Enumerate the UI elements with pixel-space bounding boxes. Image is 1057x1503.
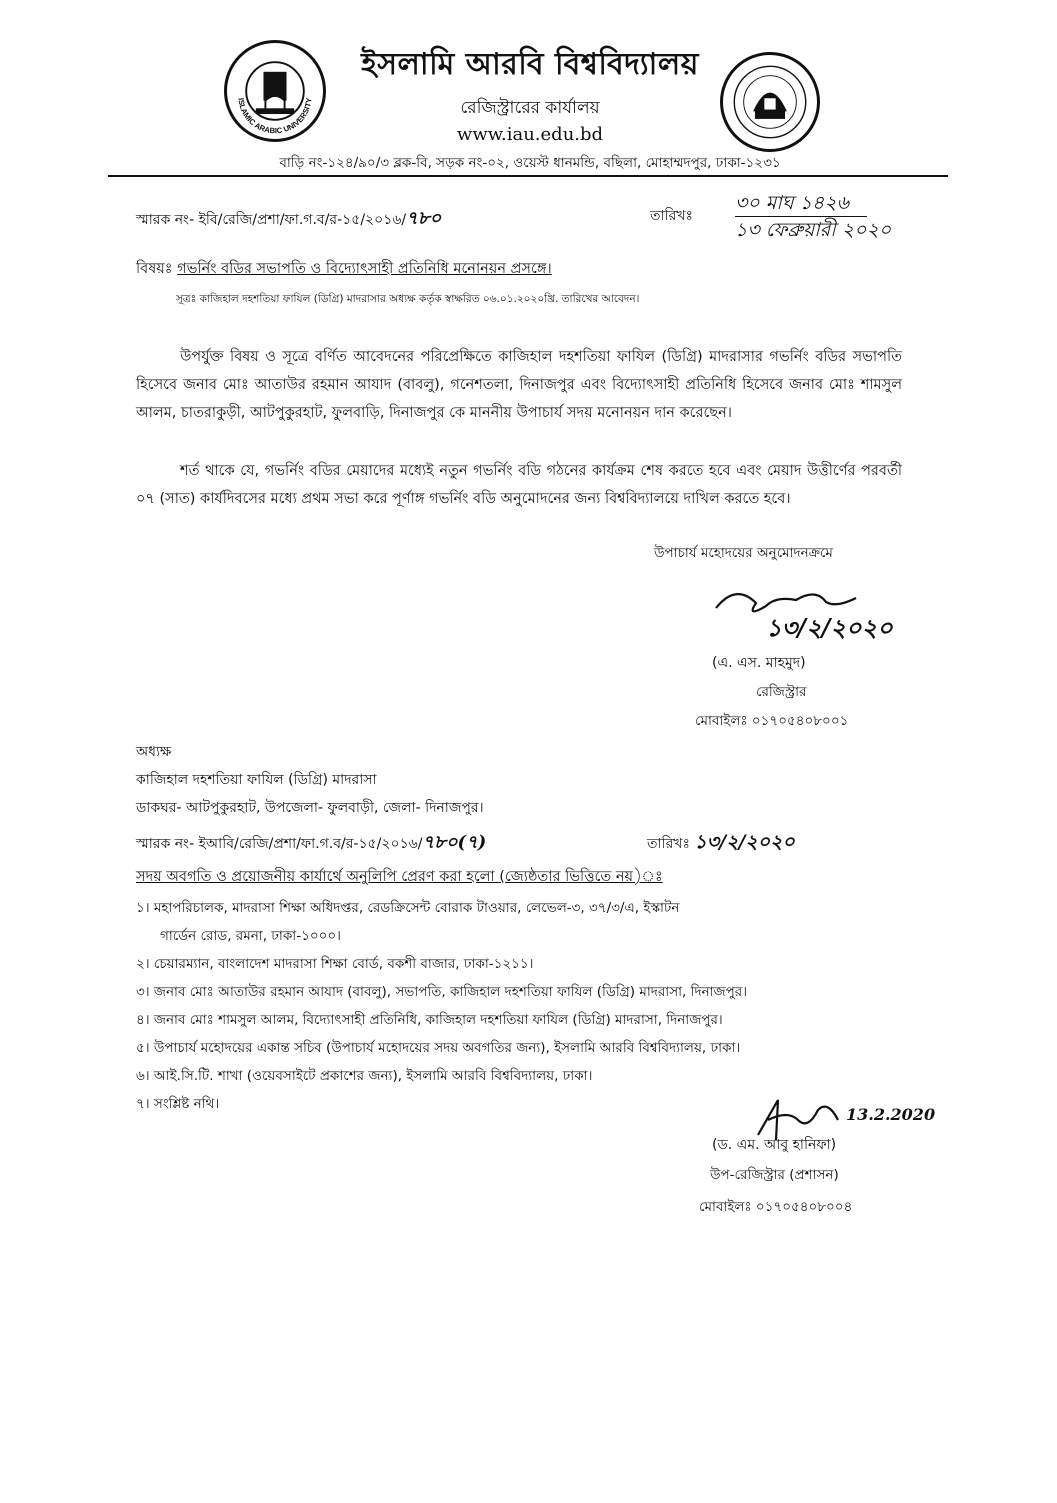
reference-line: সূত্রঃ কাজিহাল দহশতিয়া ফাযিল (ডিগ্রি) মাদরাসার অধ্যক্ষ কর্তৃক স্বাক্ষরিত ০৬.০১.২০২০খ্রি. তারিখের আবেদন।: [176, 293, 640, 305]
deputy-signature-date: 13.2.2020: [846, 1105, 936, 1124]
body-paragraph-2: শর্ত থাকে যে, গভর্নিং বডির মেয়াদের মধ্যেই নতুন গভর্নিং বডি গঠনের কার্যক্রম শেষ করতে হবে এবং মেয়াদ উত্তীর্ণের পরবর্তী ০৭ (সাত) কার্যদিবসের মধ্যে প্রথম সভা করে পূর্ণাঙ্গ গভর্নিং বডি অনুমোদনের জন্য বিশ্ববিদ্যালয়ে দাখিল করতে হবে।: [136, 463, 902, 507]
date2-label: তারিখঃ: [647, 836, 690, 852]
copy-heading: সদয় অবগতি ও প্রয়োজনীয় কার্যার্থে অনুলিপি প্রেরণ করা হলো (জ্যেষ্ঠতার ভিত্তিতে নয়)ঃ: [136, 869, 663, 885]
date-bangla: ৩০ মাঘ ১৪২৬: [735, 190, 867, 217]
memo-number: [136, 204, 441, 235]
list-item: ৬। আই.সি.টি. শাখা (ওয়েবসাইটে প্রকাশের জন্য), ইসলামি আরবি বিশ্ববিদ্যালয়, ঢাকা।: [136, 1068, 593, 1084]
approval-note: উপাচার্য মহোদয়ের অনুমোদনক্রমে: [654, 545, 833, 561]
list-item: গার্ডেন রোড, রমনা, ঢাকা-১০০০।: [160, 928, 341, 944]
body-paragraph-1: উপর্যুক্ত বিষয় ও সূত্রে বর্ণিত আবেদনের পরিপ্রেক্ষিতে কাজিহাল দহশতিয়া ফাযিল (ডিগ্রি) মাদরাসার গভর্নিং বডির সভাপতি হিসেবে জনাব মোঃ আতাউর রহমান আযাদ (বাবলু), গনেশতলা, দিনাজপুর এবং বিদ্যোৎসাহী প্রতিনিধি হিসেবে জনাব মোঃ শামসুল আলম, চাতরাকুড়ী, আটপুকুরহাট, ফুলবাড়ি, দিনাজপুর কে মাননীয় উপাচার্য সদয় মনোনয়ন দান করেছেন।: [136, 349, 902, 421]
subject-text: গভর্নিং বডির সভাপতি ও বিদ্যোৎসাহী প্রতিনিধি মনোনয়ন প্রসঙ্গে।: [177, 261, 552, 277]
date-english: ১৩ ফেব্রুয়ারী ২০২০: [735, 219, 892, 241]
copy-list: [136, 894, 916, 1118]
memo2-handwritten-number: ৭৮০(৭): [422, 832, 487, 853]
memo-number-2: [136, 828, 486, 859]
deputy-registrar-designation: উপ-রেজিস্ট্রার (প্রশাসন): [710, 1167, 839, 1183]
university-name: ইসলামি আরবি বিশ্ববিদ্যালয়: [361, 47, 699, 82]
recipient-line-3: ডাকঘর- আটপুকুরহাট, উপজেলা- ফুলবাড়ী, জেলা- দিনাজপুর।: [136, 800, 484, 816]
list-item: ৩। জনাব মোঃ আতাউর রহমান আযাদ (বাবলু), সভাপতি, কাজিহাল দহশতিয়া ফাযিল (ডিগ্রি) মাদরাসা, দিনাজপুর।: [136, 984, 748, 1000]
registrar-signature-date: ১৩/২/২০২০: [766, 613, 893, 642]
subject-label: বিষয়ঃ: [136, 261, 173, 277]
registrar-signature: [706, 578, 926, 648]
recipient-line-2: কাজিহাল দহশতিয়া ফাযিল (ডিগ্রি) মাদরাসা: [136, 772, 377, 788]
website-link[interactable]: www.iau.edu.bd: [456, 124, 604, 145]
memo-handwritten-number: ৭৮০: [406, 208, 442, 229]
handwritten-date: [735, 190, 965, 243]
recipient-line-1: অধ্যক্ষ: [136, 744, 172, 760]
address-line: বাড়ি নং-১২৪/৯০/৩ ব্লক-বি, সড়ক নং-০২, ওয়েস্ট ধানমন্ডি, বছিলা, মোহাম্মদপুর, ঢাকা-১২৩১: [279, 155, 781, 171]
memo-label: স্মারক নং- ই: [136, 212, 206, 228]
registrar-mobile: মোবাইলঃ ০১৭০৫৪০৮০০১: [695, 713, 849, 729]
list-item: ৭। সংশ্লিষ্ট নথি।: [136, 1096, 220, 1112]
office-name: রেজিস্ট্রারের কার্যালয়: [460, 98, 600, 118]
list-item: ৫। উপাচার্য মহোদয়ের একান্ত সচিব (উপাচার্য মহোদয়ের সদয় অবগতির জন্য), ইসলামি আরবি বিশ্ববিদ্যালয়, ঢাকা।: [136, 1040, 741, 1056]
registrar-designation: রেজিস্ট্রার: [756, 684, 807, 700]
deputy-registrar-mobile: মোবাইলঃ ০১৭০৫৪০৮০০৪: [699, 1199, 853, 1215]
memo-number-text: বি/রেজি/প্রশা/ফা.গ.ব/র-১৫/২০১৬/: [205, 212, 407, 228]
list-item: ৪। জনাব মোঃ শামসুল আলম, বিদ্যোৎসাহী প্রতিনিধি, কাজিহাল দহশতিয়া ফাযিল (ডিগ্রি) মাদরাসা, দিনাজপুর।: [136, 1012, 723, 1028]
logo-text: ISLAMIC ARABIC UNIVERSITY: [236, 97, 314, 136]
date-label: তারিখঃ: [650, 208, 693, 224]
registrar-name: (এ. এস. মাহমুদ): [712, 655, 806, 671]
list-item: ২। চেয়ারম্যান, বাংলাদেশ মাদরাসা শিক্ষা বোর্ড, বকশী বাজার, ঢাকা-১২১১।: [136, 956, 534, 972]
memo2-number-text: স্মারক নং- ইআবি/রেজি/প্রশা/ফা.গ.ব/র-১৫/২০১৬/: [136, 836, 423, 852]
date-2: [647, 828, 795, 860]
subject-line: [136, 258, 552, 282]
header-divider: [108, 175, 948, 177]
list-item: ১। মহাপরিচালক, মাদরাসা শিক্ষা অধিদপ্তর, রেডক্রিসেন্ট বোরাক টাওয়ার, লেভেল-৩, ৩৭/৩/এ, ইস্কাটন: [136, 900, 680, 916]
date2-handwritten: ১৩/২/২০২০: [694, 831, 795, 853]
deputy-registrar-name: (ড. এম. আবু হানিফা): [712, 1137, 837, 1153]
